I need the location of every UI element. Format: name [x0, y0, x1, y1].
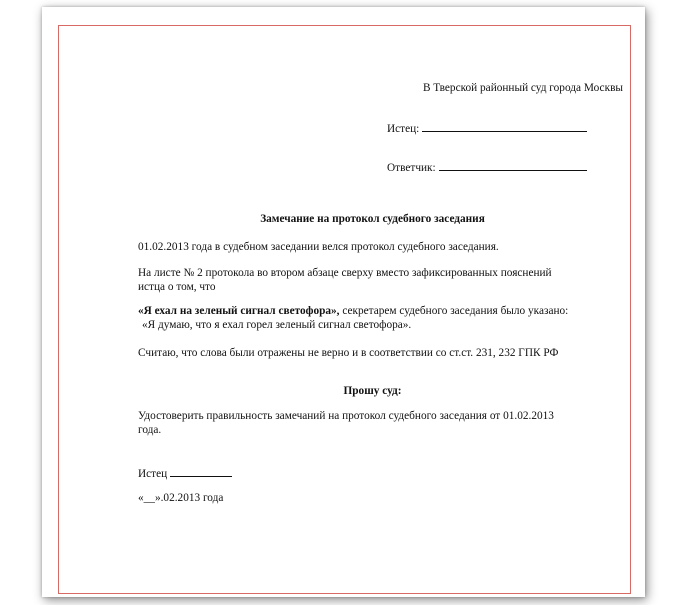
- paragraph-sheet-two-line-1: На листе № 2 протокола во втором абзаце сверху вместо зафиксированных пояснений: [138, 267, 552, 279]
- paragraph-opinion: Считаю, что слова были отражены не верно и в соответствии со ст.ст. 231, 232 ГПК РФ: [138, 347, 559, 359]
- signature-blank: [170, 465, 232, 477]
- paragraph-protocol: 01.02.2013 года в судебном заседании велся протокол судебного заседания.: [138, 241, 499, 253]
- document-sheet: [42, 7, 645, 597]
- date-line: «__».02.2013 года: [138, 492, 224, 504]
- paragraph-sheet-two: [138, 266, 608, 294]
- court-addressee: В Тверской районный суд города Москвы: [422, 82, 623, 94]
- document-title: Замечание на протокол судебного заседания: [260, 213, 485, 225]
- signature-label: Истец: [138, 468, 168, 480]
- request-line-2: года.: [138, 424, 162, 436]
- paragraph-sheet-two-line-2: истца о том, что: [138, 281, 216, 293]
- quote-recorded: «Я думаю, что я ехал горел зеленый сигнал светофора».: [142, 319, 412, 331]
- plaintiff-label: Истец:: [387, 123, 420, 135]
- signature-line: [138, 465, 608, 481]
- request-line-1: Удостоверить правильность замечаний на протокол судебного заседания от 01.02.2013: [138, 410, 554, 422]
- quote-rest: секретарем судебного заседания было указано:: [339, 305, 569, 317]
- paragraph-request: [138, 409, 608, 437]
- plaintiff-line: [387, 120, 587, 136]
- defendant-blank: [439, 159, 587, 171]
- plaintiff-blank: [422, 120, 587, 132]
- paragraph-quote: [138, 304, 618, 332]
- quote-bold: «Я ехал на зеленый сигнал светофора»,: [138, 305, 340, 317]
- defendant-label: Ответчик:: [387, 162, 436, 174]
- quote-line: [138, 304, 618, 318]
- request-heading: Прошу суд:: [343, 385, 402, 397]
- defendant-line: [387, 159, 587, 175]
